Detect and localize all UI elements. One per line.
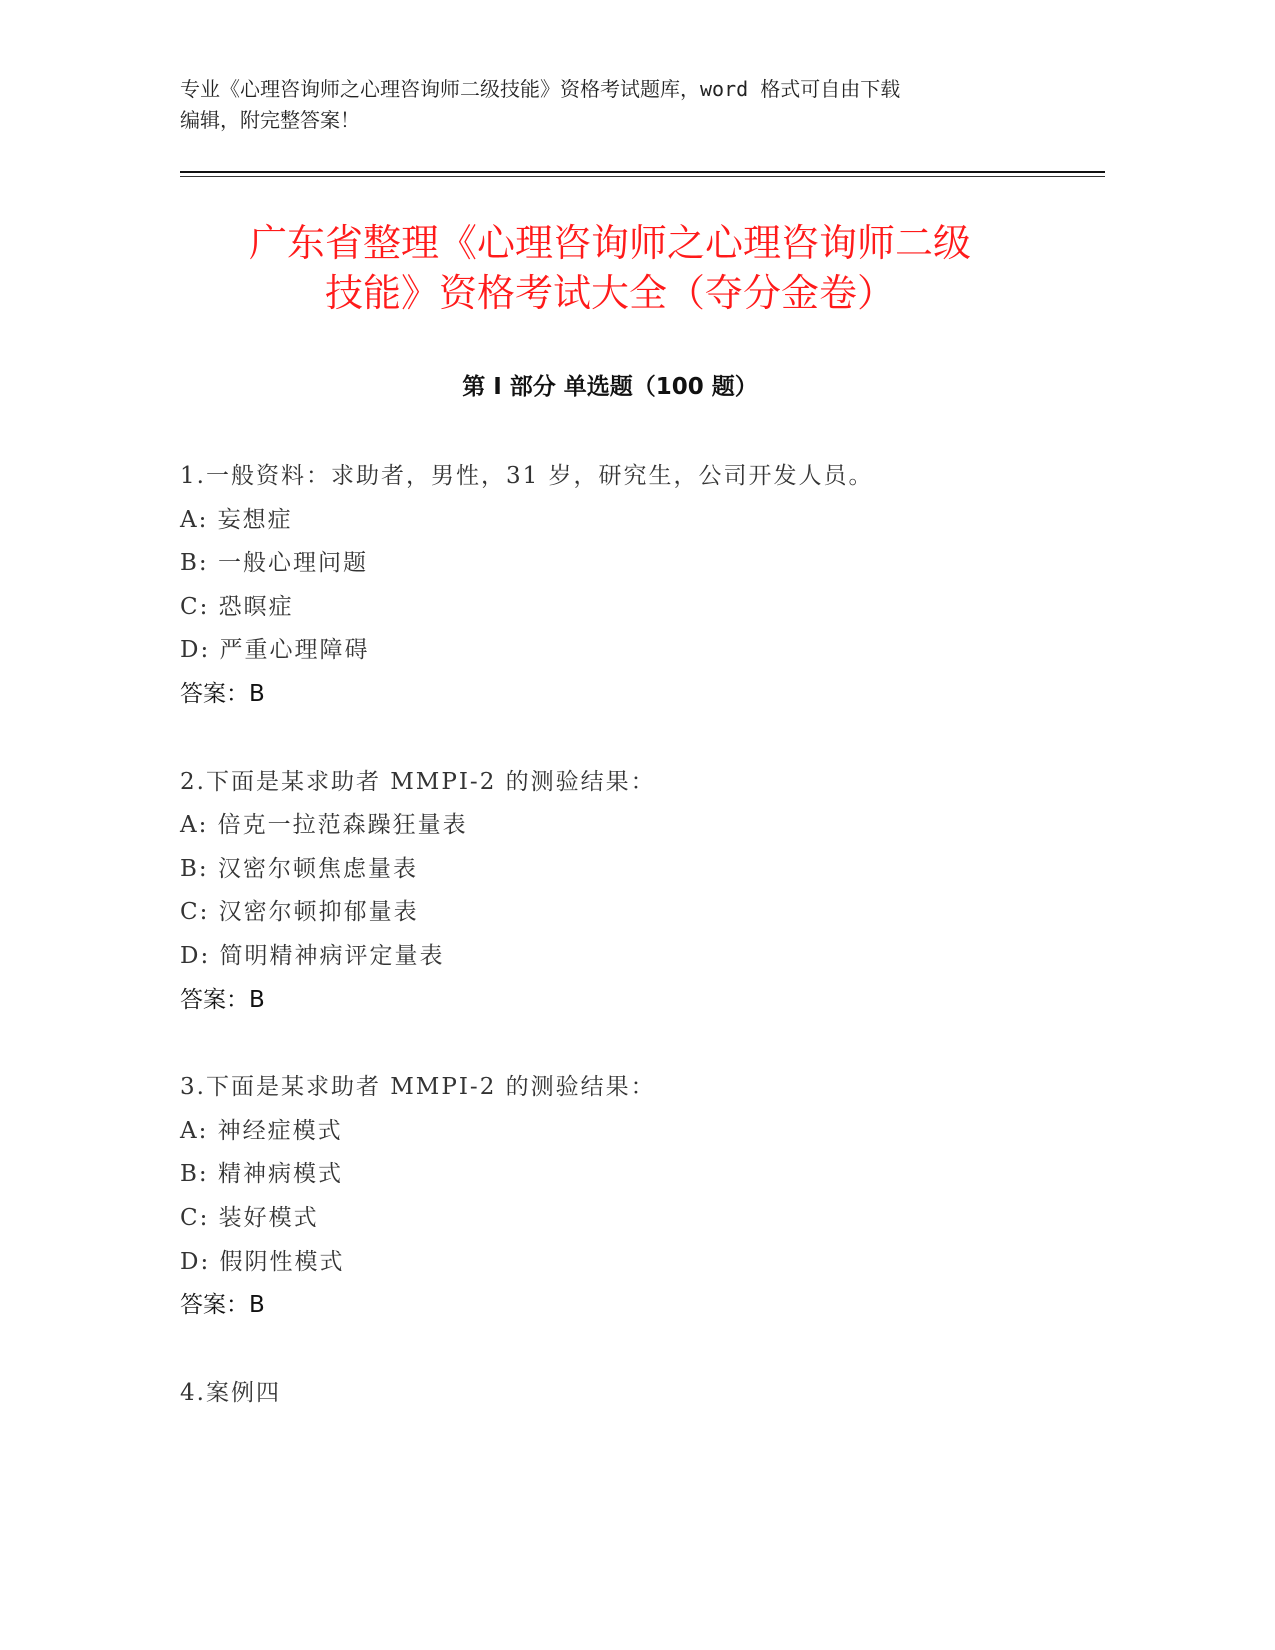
answer: 答案：B	[180, 986, 265, 1013]
option-a: A: 倍克一拉范森躁狂量表	[180, 812, 468, 839]
question-stem: 4.案例四	[180, 1379, 281, 1406]
option-b: B: 汉密尔顿焦虑量表	[180, 855, 418, 882]
option-a: A: 妄想症	[180, 506, 293, 533]
option-b: B: 精神病模式	[180, 1161, 343, 1188]
option-a: A: 神经症模式	[180, 1117, 343, 1144]
question-1	[180, 455, 1060, 717]
question-stem: 2.下面是某求助者 MMPI-2 的测验结果：	[180, 768, 656, 795]
header-note: 专业《心理咨询师之心理咨询师二级技能》资格考试题库，word 格式可自由下载 编辑，附完整答案！	[180, 77, 901, 132]
option-d: D: 假阴性模式	[180, 1248, 345, 1275]
document-title-line-1: 广东省整理《心理咨询师之心理咨询师二级	[248, 221, 971, 265]
answer: 答案：B	[180, 1292, 265, 1319]
question-list	[180, 455, 1060, 1459]
document-title-line-2: 技能》资格考试大全（夺分金卷）	[324, 271, 895, 315]
question-stem: 1.一般资料：求助者，男性，31 岁，研究生，公司开发人员。	[180, 463, 874, 489]
option-b: B: 一般心理问题	[180, 550, 368, 577]
header-rule-thin	[180, 176, 1105, 177]
option-d: D: 严重心理障碍	[180, 637, 370, 664]
document-title	[180, 218, 1040, 318]
question-2	[180, 761, 1060, 1023]
option-c: C: 汉密尔顿抑郁量表	[180, 899, 419, 926]
question-stem: 3.下面是某求助者 MMPI-2 的测验结果：	[180, 1074, 656, 1101]
option-c: C: 装好模式	[180, 1204, 319, 1231]
section-heading: 第 I 部分 单选题（100 题）	[462, 374, 758, 400]
question-4	[180, 1372, 1060, 1416]
question-3	[180, 1066, 1060, 1328]
option-c: C: 恐暝症	[180, 593, 294, 620]
header-rule-thick	[180, 171, 1105, 173]
option-d: D: 简明精神病评定量表	[180, 942, 445, 969]
answer: 答案：B	[180, 680, 265, 707]
